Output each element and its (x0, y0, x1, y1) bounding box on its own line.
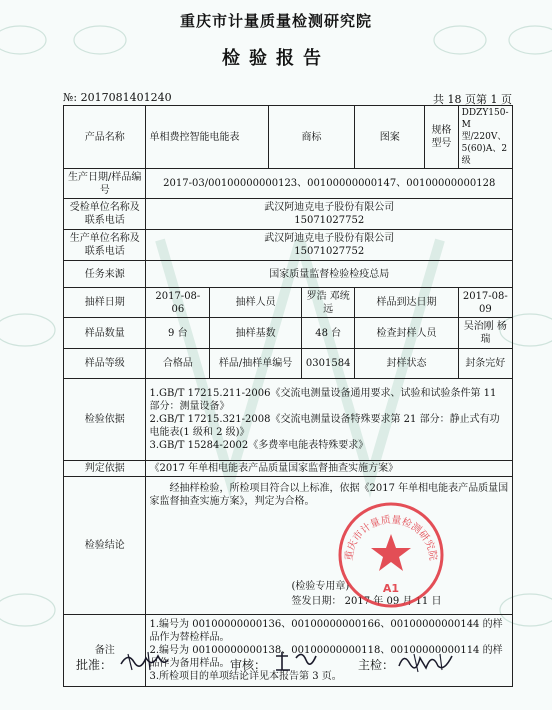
sampling-person-label: 抽样人员 (210, 288, 302, 318)
issue-date-value: 2017 年 09 月 11 日 (344, 596, 442, 607)
production-date-label: 生产日期/样品编号 (64, 169, 146, 199)
inspector-label: 主检： (358, 658, 395, 672)
product-name-value: 单相费控智能电能表 (146, 106, 268, 169)
trademark-value: 图案 (355, 106, 425, 169)
test-basis-item: 2.GB/T 17215.321-2008《交流电测量设备特殊要求第 21 部分：静止式有功电能表(1 级和 2 级)》 (149, 414, 500, 438)
product-name-label: 产品名称 (64, 106, 146, 169)
institute-name: 重庆市计量质量检测研究院 (179, 12, 372, 30)
page-count: 共 18 页第 1 页 (433, 93, 512, 106)
sample-quantity-value: 9 台 (146, 318, 210, 349)
remark-item: 2.编号为 00100000000138、00100000000118、00100000000114 的样品作为备用样品。 (149, 645, 503, 669)
remarks-label: 备注 (64, 615, 146, 687)
sealer-label: 检查封样人员 (355, 318, 458, 349)
test-basis-label: 检验依据 (64, 379, 146, 461)
trademark-label: 商标 (268, 106, 355, 169)
test-basis-item: 1.GB/T 17215.211-2006《交流电测量设备通用要求、试验和试验条件第 11 部分：测量设备》 (149, 388, 497, 412)
sample-number-label: 样品/抽样单编号 (210, 349, 302, 379)
task-source-value: 国家质量监督检验检疫总局 (146, 261, 513, 288)
sampling-person-value: 罗浩 邓统远 (302, 288, 355, 318)
seal-status-value: 封条完好 (458, 349, 512, 379)
report-number (63, 91, 172, 104)
client-label: 受检单位名称及联系电话 (64, 199, 146, 230)
client-value: 武汉阿迪克电子股份有限公司 15071027752 (146, 199, 513, 230)
report-number-label: №: (63, 91, 78, 104)
sample-grade-value: 合格品 (146, 349, 210, 379)
model-label: 规格型号 (425, 106, 458, 169)
test-basis-value (146, 379, 513, 461)
judgement-basis-label: 判定依据 (64, 461, 146, 477)
reviewer-signature (272, 648, 320, 674)
test-basis-item: 3.GB/T 15284-2002《多费率电能表特殊要求》 (149, 440, 369, 451)
approver-signature (118, 648, 170, 674)
issue-date-label: 签发日期： (291, 596, 342, 607)
sample-grade-label: 样品等级 (64, 349, 146, 379)
approve-label: 批准： (76, 658, 113, 672)
review-label: 审核： (230, 658, 267, 672)
sample-number-value: 0301584 (302, 349, 355, 379)
judgement-basis-value: 《2017 年单相电能表产品质量国家监督抽查实施方案》 (146, 461, 513, 477)
seal-status-label: 封样状态 (355, 349, 458, 379)
seal-code: A1 (382, 582, 400, 595)
manufacturer-label: 生产单位名称及联系电话 (64, 230, 146, 261)
row-grade (64, 349, 513, 379)
sampling-date-label: 抽样日期 (64, 288, 146, 318)
conclusion-label: 检验结论 (64, 477, 146, 615)
seal-note: (检验专用章) (291, 581, 350, 592)
sampling-base-label: 抽样基数 (210, 318, 302, 349)
model-value: DDZY150-M 型/220V、5(60)A、2 级 (458, 106, 512, 169)
conclusion-value (146, 477, 513, 615)
seal-text: 重庆市计量质量检测研究院 (343, 514, 439, 562)
report-number-value: 2017081401240 (80, 91, 172, 104)
row-test-basis (64, 379, 513, 461)
row-judgement-basis (64, 461, 513, 477)
report-title: 检验报告 (222, 48, 330, 69)
remarks-value (146, 615, 513, 687)
sampling-base-value: 48 台 (302, 318, 355, 349)
row-production-date (64, 169, 513, 199)
manufacturer-value: 武汉阿迪克电子股份有限公司 15071027752 (146, 230, 513, 261)
sample-quantity-label: 样品数量 (64, 318, 146, 349)
sampling-date-value: 2017-08-06 (146, 288, 210, 318)
row-task-source (64, 261, 513, 288)
row-client (64, 199, 513, 230)
row-manufacturer (64, 230, 513, 261)
arrival-date-value: 2017-08-09 (458, 288, 512, 318)
row-quantity (64, 318, 513, 349)
row-product (64, 106, 513, 169)
remark-item: 3.所检项目的单项结论详见本报告第 3 页。 (149, 671, 342, 682)
conclusion-text: 经抽样检验，所检项目符合以上标准，依据《2017 年单相电能表产品质量国家监督抽查实施方案》，判定为合格。 (149, 483, 509, 507)
production-date-value: 2017-03/00100000000123、00100000000147、00100000000128 (146, 169, 513, 199)
sealer-value: 吴治刚 杨瑞 (458, 318, 512, 349)
official-seal-stamp (336, 500, 446, 610)
task-source-label: 任务来源 (64, 261, 146, 288)
remark-item: 1.编号为 00100000000136、00100000000166、00100000000144 的样品作为替检样品。 (149, 619, 503, 643)
row-sampling (64, 288, 513, 318)
arrival-date-label: 样品到达日期 (355, 288, 458, 318)
inspector-signature (396, 648, 456, 676)
